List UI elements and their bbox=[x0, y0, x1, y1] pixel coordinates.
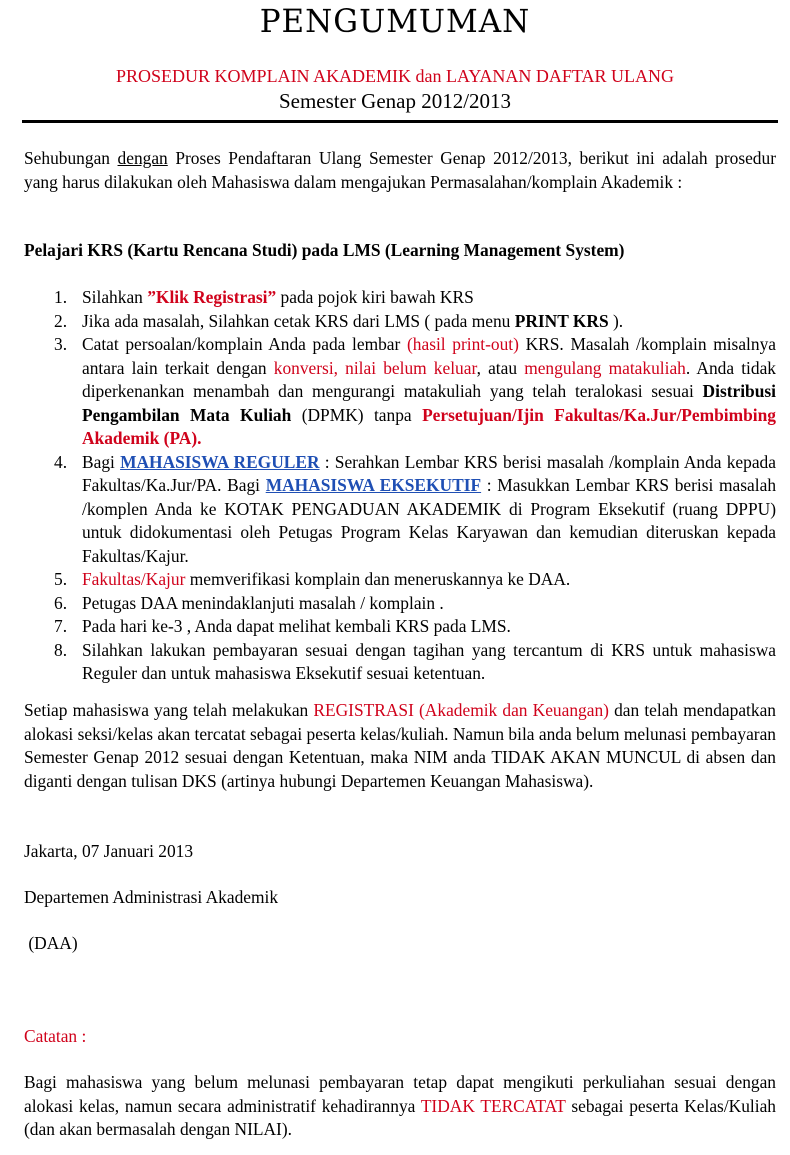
list-item-number: 5. bbox=[54, 569, 68, 589]
step-text: memverifikasi komplain dan meneruskannya ke DAA. bbox=[185, 569, 571, 589]
notes-highlight: TIDAK TERCATAT bbox=[420, 1095, 566, 1116]
notes-text-start: Bagi mahasiswa yang belum melunasi pembayaran tetap dapat mengikuti perkuliahan sesuai dengan alokasi kelas, namun secara administratif kehadirannya bbox=[24, 1072, 776, 1116]
registration-highlight: REGISTRASI (Akademik dan Keuangan) bbox=[313, 700, 609, 720]
list-item bbox=[24, 451, 776, 569]
intro-paragraph bbox=[24, 147, 776, 194]
step-text: Silahkan bbox=[82, 287, 148, 307]
registration-text-rest: dan telah mendapatkan alokasi seksi/kelas akan tercatat sebagai peserta kelas/kuliah. Namun bila anda belum melunasi pembayaran Semester Genap 2012 sesuai dengan Ketentuan, maka NIM anda TIDAK AKAN MUNCUL di absen dan diganti dengan tulisan DKS (artinya hubungi Departemen Keuangan Mahasiswa). bbox=[24, 700, 776, 791]
list-item bbox=[24, 615, 776, 639]
step-text: Silahkan lakukan pembayaran sesuai dengan tagihan yang tercantum di KRS untuk mahasiswa Reguler dan untuk mahasiswa Eksekutif sesuai ketentuan. bbox=[82, 639, 776, 683]
list-item-number: 7. bbox=[54, 616, 68, 636]
registration-paragraph bbox=[24, 699, 776, 793]
signatory-department: Departemen Administrasi Akademik bbox=[24, 887, 279, 907]
semester-label: Semester Genap 2012/2013 bbox=[278, 89, 512, 113]
step-text: , atau bbox=[476, 357, 525, 378]
eksekutif-link[interactable]: MAHASISWA EKSEKUTIF bbox=[265, 475, 482, 495]
step-emphasis: Distribusi Pengambilan Mata Kuliah bbox=[82, 381, 776, 425]
place-date: Jakarta, 07 Januari 2013 bbox=[24, 841, 194, 861]
list-item-number: 3. bbox=[54, 334, 68, 354]
list-item-number: 8. bbox=[54, 639, 68, 660]
intro-underlined-word: dengan bbox=[117, 148, 168, 168]
step-highlight: (hasil print-out) bbox=[406, 334, 519, 354]
list-item-number: 6. bbox=[54, 592, 68, 613]
list-item bbox=[24, 639, 776, 686]
registration-text-start: Setiap mahasiswa yang telah melakukan bbox=[24, 700, 314, 720]
step-text: Catat persoalan/komplain Anda pada lembar bbox=[82, 334, 407, 354]
header-divider bbox=[22, 120, 778, 123]
step-text: (DPMK) tanpa bbox=[291, 404, 423, 425]
step-emphasis: PRINT KRS bbox=[514, 310, 609, 331]
step-highlight: Fakultas/Kajur bbox=[82, 569, 186, 589]
step-text: Bagi bbox=[82, 451, 121, 472]
list-item-number: 1. bbox=[54, 287, 68, 307]
section-heading: Pelajari KRS (Kartu Rencana Studi) pada LMS (Learning Management System) bbox=[24, 240, 625, 260]
list-item-number: 4. bbox=[54, 451, 68, 472]
list-item bbox=[24, 286, 776, 310]
step-text: . Anda tidak diperkenankan menambah dan mengurangi matakuliah yang telah teralokasi sesuai bbox=[82, 357, 776, 401]
list-item-number: 2. bbox=[54, 310, 68, 331]
notes-label: Catatan : bbox=[24, 1026, 87, 1046]
procedure-list bbox=[24, 286, 776, 686]
step-text: Petugas DAA menindaklanjuti masalah / komplain . bbox=[82, 592, 444, 613]
list-item bbox=[24, 592, 776, 616]
notes-text-rest: sebagai peserta Kelas/Kuliah (dan akan bermasalah dengan NILAI). bbox=[24, 1095, 776, 1139]
signatory-abbreviation: (DAA) bbox=[24, 933, 78, 953]
step-text: ). bbox=[608, 310, 624, 331]
step-text: : Serahkan Lembar KRS berisi masalah /komplain Anda kepada Fakultas/Ka.Jur/PA. Bagi bbox=[82, 451, 776, 495]
list-item bbox=[24, 333, 776, 451]
step-text: : Masukkan Lembar KRS berisi masalah /komplen Anda ke KOTAK PENGADUAN AKADEMIK di Program Eksekutif (ruang DPPU) untuk didokumentasi oleh Petugas Program Kelas Karyawan dan kemudian diteruskan kepada Fakultas/Kajur. bbox=[82, 475, 777, 566]
announcement-subtitle: PROSEDUR KOMPLAIN AKADEMIK dan LAYANAN DAFTAR ULANG bbox=[116, 66, 674, 86]
step-text: KRS. Masalah /komplain misalnya antara lain terkait dengan bbox=[82, 334, 776, 378]
step-highlight: Persetujuan/Ijin Fakultas/Ka.Jur/Pembimbing Akademik (PA). bbox=[82, 404, 776, 448]
step-highlight: konversi, nilai belum keluar bbox=[273, 357, 477, 378]
notes-paragraph bbox=[24, 1071, 776, 1142]
step-text: Pada hari ke-3 , Anda dapat melihat kembali KRS pada LMS. bbox=[82, 616, 511, 636]
step-text: pada pojok kiri bawah KRS bbox=[276, 287, 474, 307]
list-item bbox=[24, 310, 776, 334]
reguler-link[interactable]: MAHASISWA REGULER bbox=[120, 451, 320, 472]
intro-text-rest: Proses Pendaftaran Ulang Semester Genap 2012/2013, berikut ini adalah prosedur yang harus dilakukan oleh Mahasiswa dalam mengajukan Permasalahan/komplain Akademik : bbox=[24, 148, 776, 192]
step-highlight: mengulang matakuliah bbox=[524, 357, 686, 378]
page-title: PENGUMUMAN bbox=[259, 3, 531, 41]
step-text: Jika ada masalah, Silahkan cetak KRS dari LMS ( pada menu bbox=[82, 310, 515, 331]
step-highlight: ”Klik Registrasi” bbox=[147, 287, 277, 307]
list-item bbox=[24, 568, 776, 592]
intro-text-start: Sehubungan bbox=[24, 148, 118, 168]
